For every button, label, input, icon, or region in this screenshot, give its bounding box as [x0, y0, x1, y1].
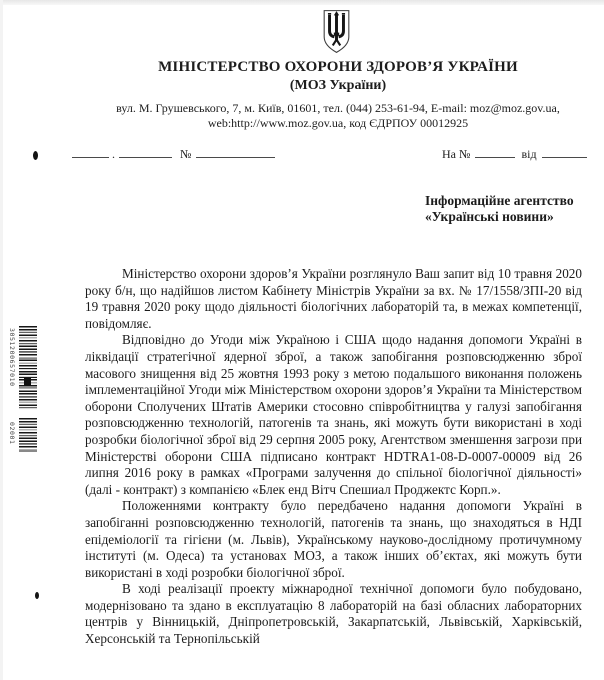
punch-mark-bottom	[35, 592, 39, 599]
body-paragraph-2: Відповідно до Угоди між Україною і США щодо надання допомоги Україні в ліквідації стратегічної ядерної зброї, а також запобігання розповсюдженню зброї масового знищення від 25 жовтня 1993 року з метою подальшого виконання положень імплементаційної Угоди між Міністерством охорони здоров’я України та Міністерством оборони Сполучених Штатів Америки стосовно співробітництва у галузі запобігання розповсюдженню технологій, патогенів та знань, які можуть бути використані в ході розробки біологічної зброї від 29 серпня 2005 року, Агентством зменшення загрози при Міністерстві оборони США підписано контракт HDTRA1-08-D-0007-00009 від 26 липня 2016 року в рамках «Програми залучення до спільної біологічної діяльності» (далі - контракт) з компанією «Блек енд Вітч Спешиал Проджектс Корп.».	[85, 332, 582, 497]
date-separator: .	[112, 147, 115, 161]
outgoing-number-group	[72, 146, 275, 162]
body-paragraph-3: Положеннями контракту було передбачено надання допомоги Україні в запобіганні розповсюдженню технологій, патогенів та знань, що знаходяться в НДІ епідеміології та гігієни (м. Львів), Українському науково-дослідному протичумному інституті (м. Одеса) та установах МОЗ, а також інших об’єктах, які можуть бути використані в ході розробки біологічної зброї.	[85, 498, 582, 580]
vid-label: від	[521, 147, 537, 161]
addressee-block	[425, 193, 595, 224]
reference-row	[0, 146, 604, 162]
ministry-name: МІНІСТЕРСТВО ОХОРОНИ ЗДОРОВ’Я УКРАЇНИ	[158, 59, 518, 75]
body-paragraph-4: В ході реалізації проекту міжнародної технічної допомоги було побудовано, модернізовано та здано в експлуатацію 8 лабораторій на базі обласних лабораторних центрів у Вінницькій, Дніпропетровській, Закарпатській, Львівській, Харківській, Херсонській та Тернопільській	[85, 581, 582, 647]
ministry-short-name: (МОЗ України)	[289, 78, 387, 93]
addressee-line-1: Інформаційне агентство	[425, 193, 574, 208]
incoming-number-group	[442, 146, 587, 162]
letterhead	[72, 58, 604, 131]
number-sign-label: №	[180, 147, 192, 161]
barcode-segment-2	[19, 418, 37, 452]
barcode-segment-1	[19, 326, 37, 410]
barcode-digits	[8, 326, 17, 452]
number-blank-line	[196, 146, 275, 158]
barcode-digits-bottom: 02001	[8, 422, 16, 445]
ministry-address-line: вул. М. Грушевського, 7, м. Київ, 01601, тел. (044) 253-61-94, E-mail: moz@moz.gov.ua,	[116, 101, 560, 115]
ministry-web-line: web:http://www.moz.gov.ua, код ЄДРПОУ 00012925	[207, 116, 469, 130]
scan-edge-left	[0, 0, 3, 680]
barcode-digits-top: 3051200657010	[8, 328, 16, 387]
na-number-blank-line	[475, 146, 515, 158]
barcode-ink-blob	[24, 378, 31, 386]
registration-barcode	[8, 326, 37, 452]
vid-blank-line	[542, 146, 587, 158]
date-blank-line	[72, 146, 109, 158]
scan-edge-top	[0, 0, 604, 5]
addressee-line-2: «Українські новини»	[425, 208, 554, 224]
letter-body	[85, 266, 582, 648]
punch-mark-top	[33, 151, 38, 160]
ukraine-trident-emblem-icon	[320, 9, 353, 54]
body-paragraph-1: Міністерство охорони здоров’я України розглянуло Ваш запит від 10 травня 2020 року б/н, що надійшов листом Кабінету Міністрів України за вх. № 17/1558/ЗПІ-20 від 19 травня 2020 року щодо діяльності біологічних лабораторій та, в межах компетенції, повідомляє.	[85, 266, 582, 331]
barcode-bars	[19, 326, 37, 452]
na-number-label: На №	[442, 147, 471, 161]
date-blank-line-2	[119, 146, 172, 158]
